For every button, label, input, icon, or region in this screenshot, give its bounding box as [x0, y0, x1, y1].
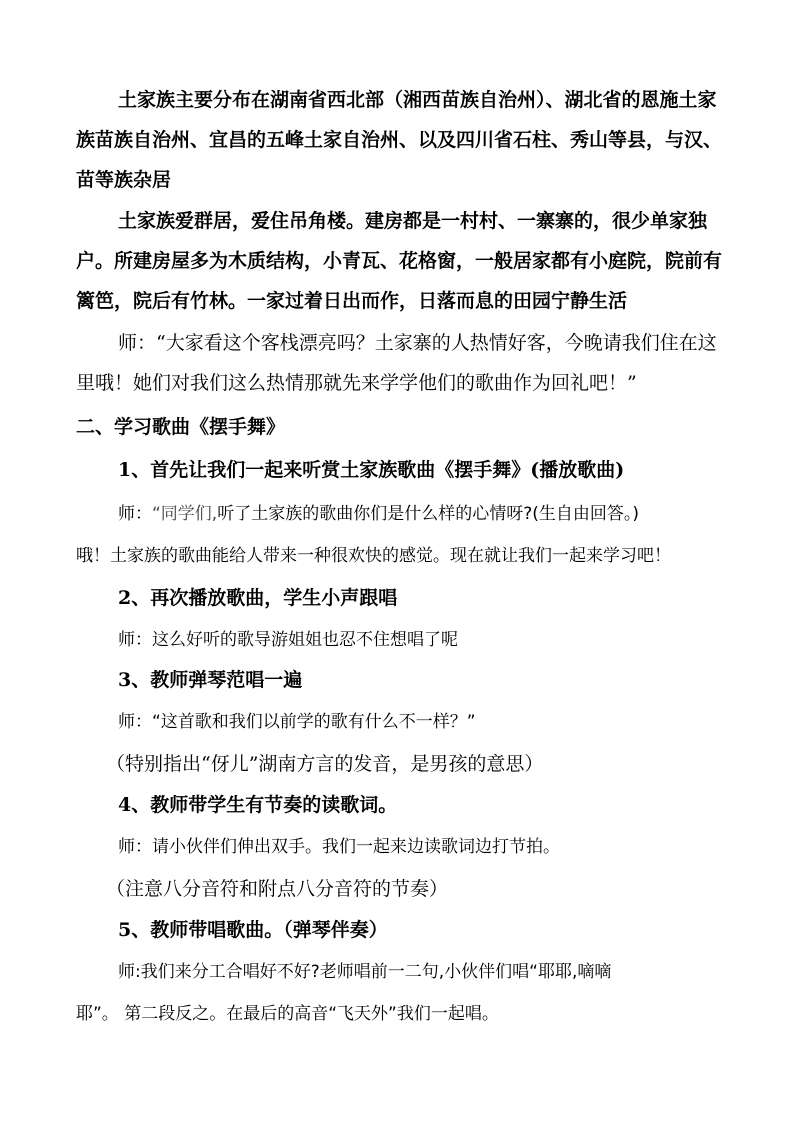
paragraph-1-line-1: 土家族主要分布在湖南省西北部（湘西苗族自治州）、湖北省的恩施土家	[118, 89, 717, 111]
paragraph-1-line-3: 苗等族杂居	[76, 169, 172, 191]
step-5: 5、教师带唱歌曲。（弹琴伴奏）	[118, 919, 388, 941]
teacher-quote-start: “同学们,	[152, 504, 218, 524]
teacher-dialogue-1-line-2: 里哦！她们对我们这么热情那就先来学学他们的歌曲作为回礼吧！”	[76, 372, 637, 394]
step-4: 4、教师带学生有节奏的读歌词。	[118, 794, 398, 816]
step-1: 1、首先让我们一起来听赏土家族歌曲《摆手舞》(播放歌曲)	[118, 459, 625, 481]
paragraph-2-line-1: 土家族爱群居，爱住吊角楼。建房都是一村村、一寨寨的，很少单家独	[118, 210, 708, 232]
teacher-dialogue-1-line-1: 师：“大家看这个客栈漂亮吗？土家寨的人热情好客，今晚请我们住在这	[118, 332, 717, 354]
step-3-teacher: 师：“这首歌和我们以前学的歌有什么不一样？”	[118, 712, 476, 732]
step-1-teacher-line-1	[118, 501, 639, 527]
step-3-note: （特别指出“伢儿”湖南方言的发音，是男孩的意思）	[106, 753, 544, 775]
step-5-teacher-line-1: 师:我们来分工合唱好不好?老师唱前一二句,小伙伴们唱“耶耶,嘀嘀	[118, 962, 612, 982]
teacher-prefix: 师：	[118, 504, 152, 524]
step-4-note: （注意八分音符和附点八分音符的节奏）	[106, 878, 449, 900]
step-4-teacher: 师：请小伙伴们伸出双手。我们一起来边读歌词边打节拍。	[118, 837, 560, 857]
paragraph-2-line-3: 篱笆，院后有竹林。一家过着日出而作，日落而息的田园宁静生活	[76, 290, 628, 312]
step-5-teacher-line-2: 耶”。 第二段反之。在最后的高音“飞天外”我们一起唱。	[76, 1004, 499, 1024]
paragraph-1-line-2: 族苗族自治州、宜昌的五峰土家自治州、以及四川省石柱、秀山等县，与汉、	[76, 129, 723, 151]
step-1-teacher-line-2: 哦！土家族的歌曲能给人带来一种很欢快的感觉。现在就让我们一起来学习吧！	[76, 546, 671, 566]
paragraph-2-line-2: 户。所建房屋多为木质结构，小青瓦、花格窗，一般居家都有小庭院，院前有	[76, 250, 723, 272]
step-3: 3、教师弹琴范唱一遍	[118, 669, 303, 691]
section-heading-2: 二、学习歌曲《摆手舞》	[76, 416, 286, 438]
step-2: 2、再次播放歌曲，学生小声跟唱	[118, 587, 398, 609]
step-2-teacher: 师：这么好听的歌导游姐姐也忍不住想唱了呢	[118, 630, 458, 650]
teacher-line-rest: 听了土家族的歌曲你们是什么样的心情呀?(生自由回答。)	[217, 504, 640, 524]
